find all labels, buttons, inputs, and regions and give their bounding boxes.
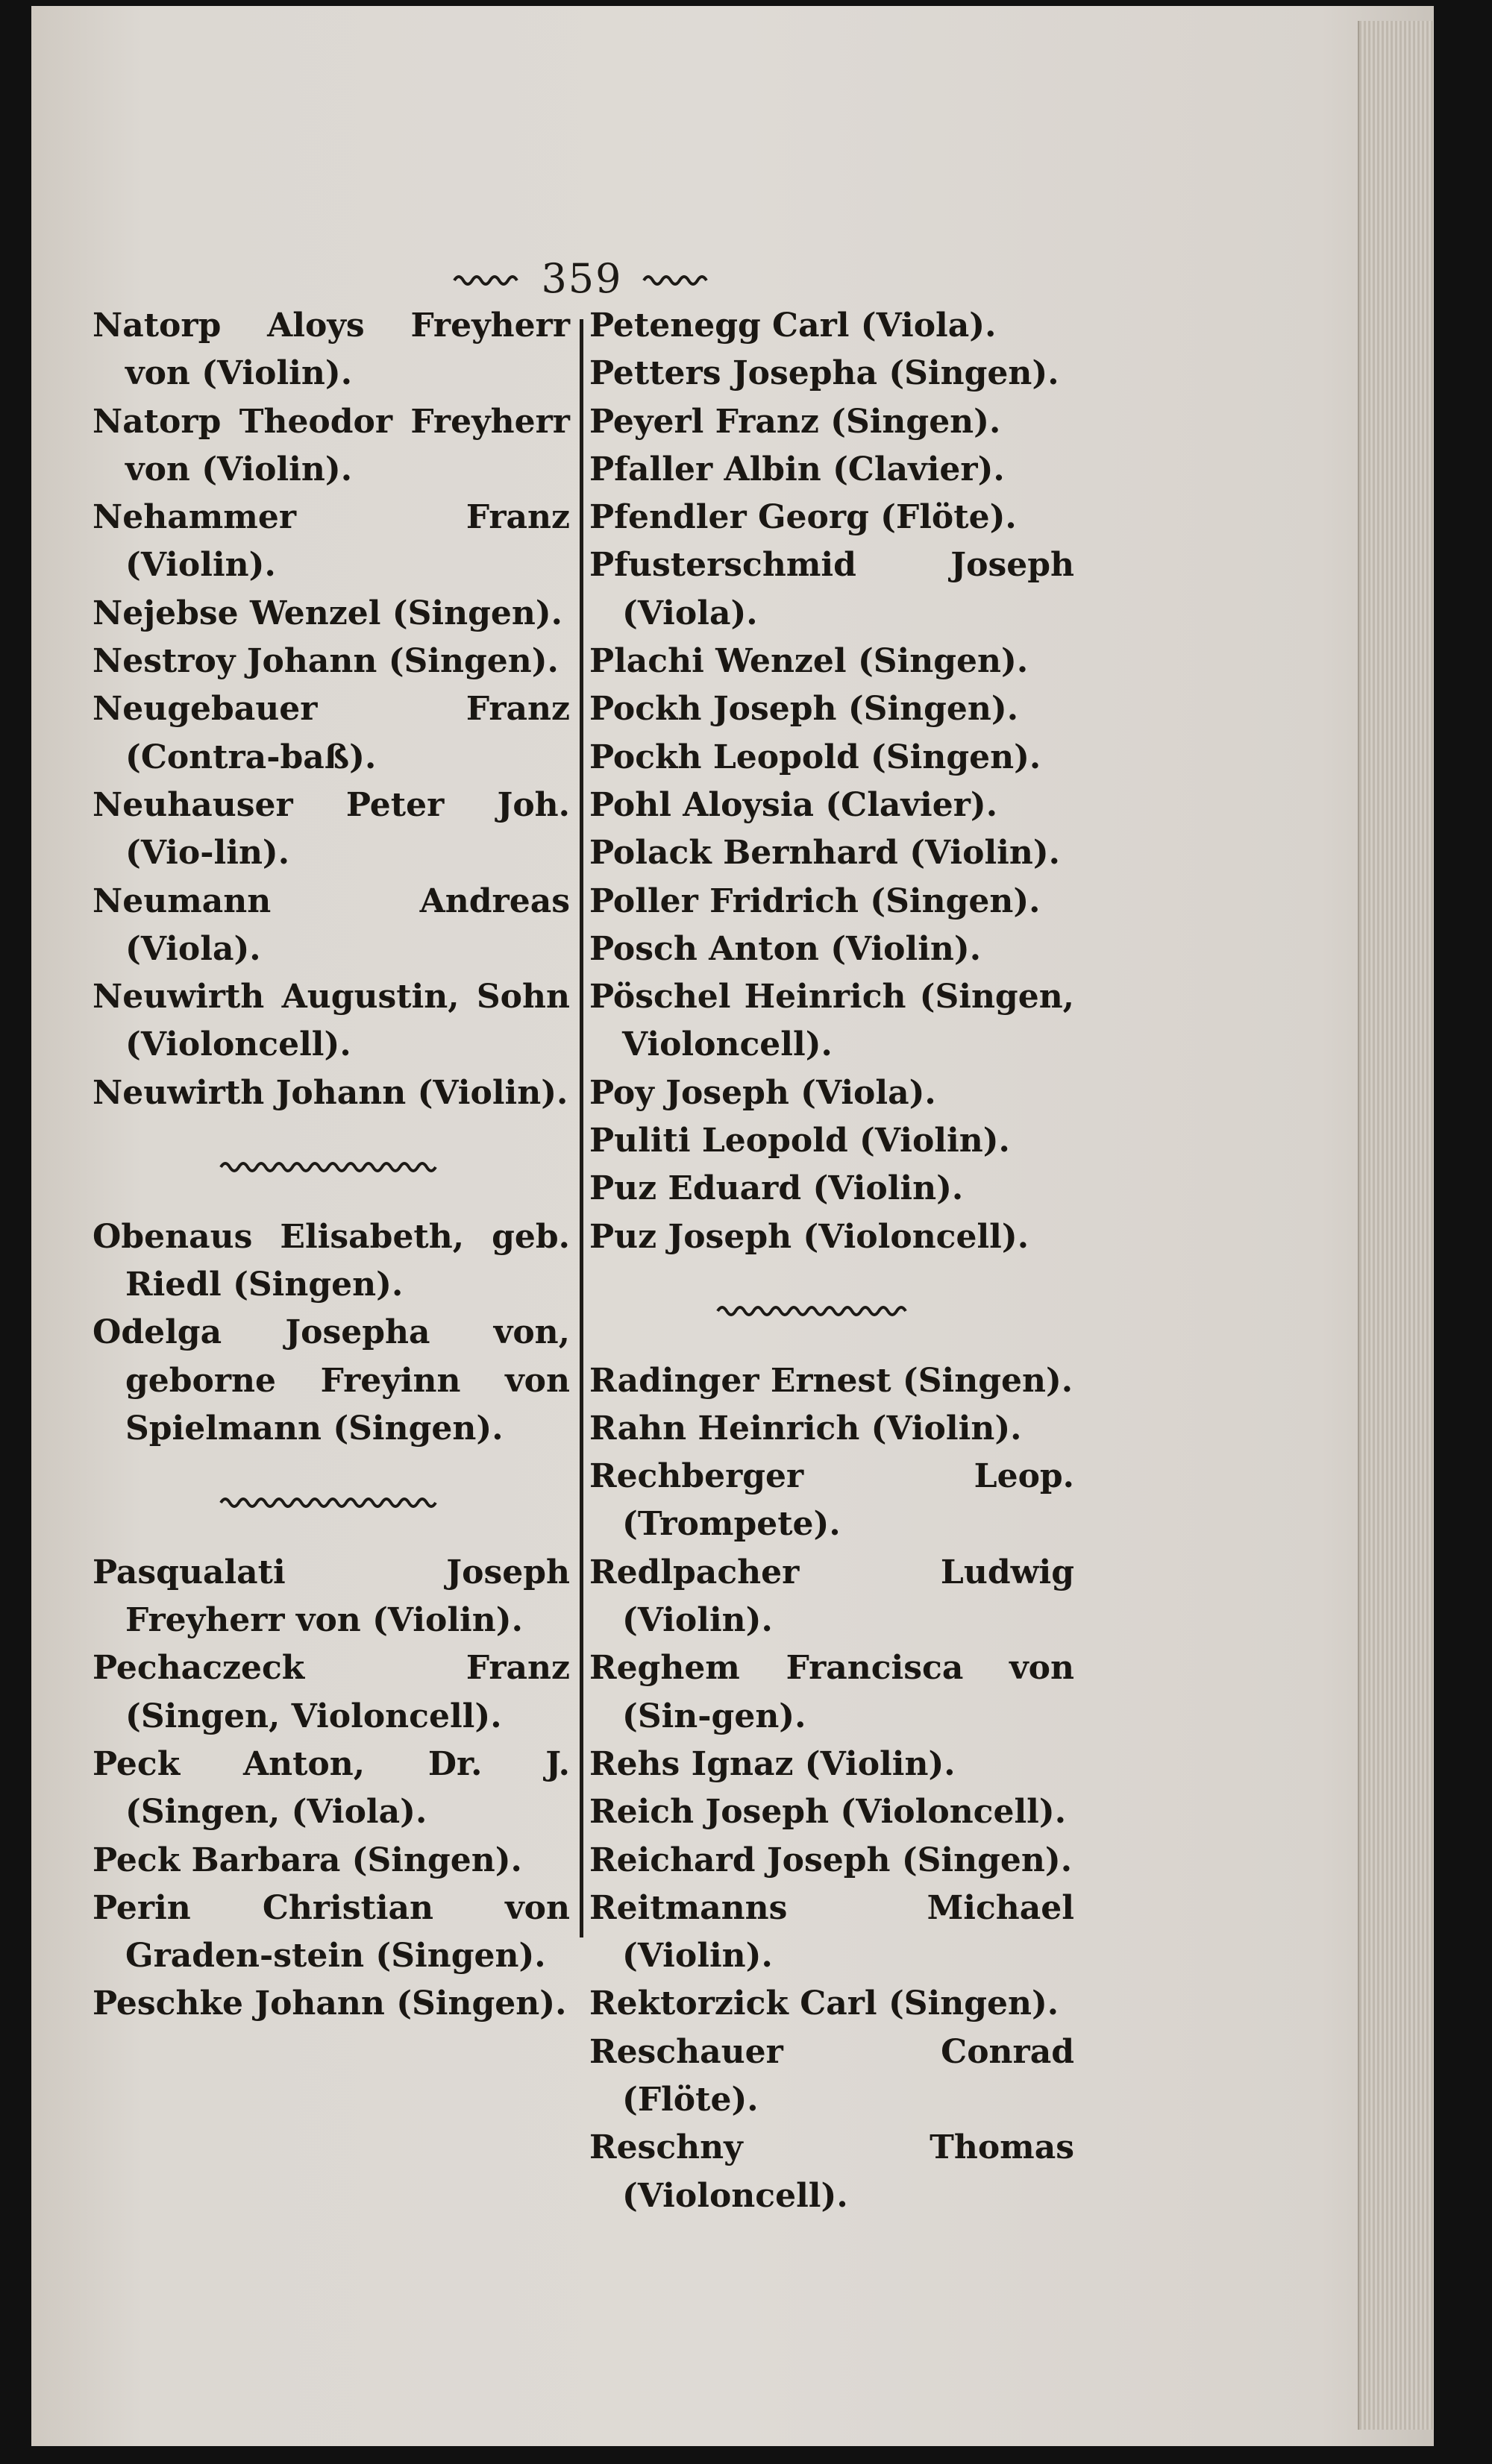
page-edge-stack: [1358, 21, 1434, 2430]
list-entry: Neuwirth Augustin, Sohn (Violoncell).: [93, 978, 570, 1064]
section-divider-ornament: [93, 1453, 570, 1549]
list-entry: Pfaller Albin (Clavier).: [589, 450, 1005, 488]
list-entry: Rahn Heinrich (Violin).: [589, 1409, 1022, 1448]
list-entry: Plachi Wenzel (Singen).: [589, 642, 1029, 681]
list-entry: Pohl Aloysia (Clavier).: [589, 785, 998, 824]
right-column: [589, 302, 1074, 2220]
list-entry: Reitmanns Michael (Violin).: [589, 1888, 1074, 1976]
list-entry: Pfusterschmid Joseph (Viola).: [589, 546, 1074, 632]
list-entry: Reschny Thomas (Violoncell).: [589, 2128, 1074, 2215]
list-entry: Neumann Andreas (Viola).: [93, 881, 570, 968]
list-entry: Peyerl Franz (Singen).: [589, 402, 1001, 441]
list-entry: Nehammer Franz (Violin).: [93, 498, 570, 585]
list-entry: Obenaus Elisabeth, geb. Riedl (Singen).: [93, 1217, 570, 1304]
list-entry: Polack Bernhard (Violin).: [589, 834, 1060, 873]
ornament-squiggle-right: [642, 270, 711, 286]
ornament-squiggle: [219, 1492, 443, 1509]
list-entry: Pechaczeck Franz (Singen, Violoncell).: [93, 1649, 570, 1735]
list-entry: Neugebauer Franz (Contra-baß).: [93, 690, 570, 776]
list-entry: Perin Christian von Graden-stein (Singen).: [93, 1888, 570, 1976]
list-entry: Puliti Leopold (Violin).: [589, 1122, 1010, 1160]
list-entry: Reghem Francisca von (Sin-gen).: [589, 1649, 1074, 1735]
list-entry: Reichard Joseph (Singen).: [589, 1841, 1073, 1879]
list-entry: Neuwirth Johann (Violin).: [93, 1073, 568, 1112]
list-entry: Odelga Josepha von, geborne Freyinn von Spielmann (Singen).: [93, 1313, 570, 1448]
list-entry: Petters Josepha (Singen).: [589, 354, 1059, 393]
list-entry: Poy Joseph (Viola).: [589, 1073, 936, 1112]
list-entry: Pfendler Georg (Flöte).: [589, 498, 1017, 537]
list-entry: Rechberger Leop. (Trompete).: [589, 1457, 1074, 1544]
list-entry: Petenegg Carl (Viola).: [589, 307, 997, 345]
list-entry: Pöschel Heinrich (Singen, Violoncell).: [589, 978, 1074, 1064]
list-entry: Peck Barbara (Singen).: [93, 1841, 522, 1879]
ornament-squiggle: [716, 1301, 910, 1317]
list-entry: Reschauer Conrad (Flöte).: [589, 2032, 1074, 2119]
list-entry: Radinger Ernest (Singen).: [589, 1361, 1073, 1400]
ornament-squiggle-left: [453, 270, 521, 286]
list-entry: Pasqualati Joseph Freyherr von (Violin).: [93, 1553, 570, 1640]
list-entry: Nejebse Wenzel (Singen).: [93, 594, 562, 632]
list-entry: Natorp Aloys Freyherr von (Violin).: [93, 307, 570, 393]
list-entry: Pockh Joseph (Singen).: [589, 690, 1019, 729]
list-entry: Neuhauser Peter Joh. (Vio-lin).: [93, 785, 570, 873]
list-entry: Poller Fridrich (Singen).: [589, 881, 1041, 920]
list-entry: Peschke Johann (Singen).: [93, 1984, 567, 2023]
section-divider-ornament: [589, 1261, 1074, 1357]
list-entry: Reich Joseph (Violoncell).: [589, 1793, 1067, 1832]
list-entry: Rektorzick Carl (Singen).: [589, 1984, 1059, 2023]
page-header: [448, 252, 716, 304]
list-entry: Rehs Ignaz (Violin).: [589, 1744, 956, 1783]
column-divider: [580, 319, 583, 1937]
left-column: [93, 302, 570, 2028]
list-entry: Puz Eduard (Violin).: [589, 1169, 964, 1208]
page-number: 359: [541, 254, 623, 302]
list-entry: Nestroy Johann (Singen).: [93, 642, 559, 681]
list-entry: Puz Joseph (Violoncell).: [589, 1217, 1029, 1256]
list-entry: Redlpacher Ludwig (Violin).: [589, 1553, 1074, 1640]
list-entry: Peck Anton, Dr. J. (Singen, (Viola).: [93, 1744, 570, 1832]
list-entry: Natorp Theodor Freyherr von (Violin).: [93, 402, 570, 488]
list-entry: Pockh Leopold (Singen).: [589, 738, 1041, 776]
ornament-squiggle: [219, 1157, 443, 1173]
section-divider-ornament: [93, 1117, 570, 1213]
list-entry: Posch Anton (Violin).: [589, 929, 982, 968]
